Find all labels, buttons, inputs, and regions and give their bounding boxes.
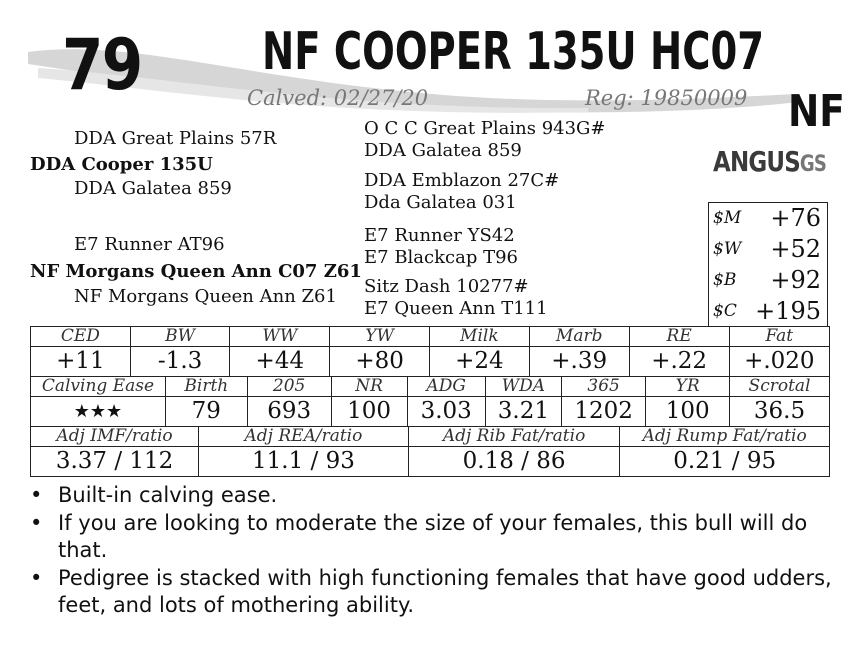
performance-header: Birth	[165, 377, 247, 397]
ultrasound-header: Adj IMF/ratio	[31, 427, 199, 447]
pedigree-sire: DDA Cooper 135U	[30, 154, 213, 175]
epd-value: +.22	[629, 347, 729, 377]
epd-value: +.39	[529, 347, 629, 377]
performance-table	[30, 376, 830, 427]
performance-value: 693	[247, 397, 331, 427]
ultrasound-table	[30, 426, 830, 477]
note-text: Pedigree is stacked with high functioning females that have good udders, feet, and lots of mothering ability.	[58, 566, 832, 617]
ultrasound-value: 0.21 / 95	[620, 447, 830, 477]
ultrasound-header: Adj Rump Fat/ratio	[620, 427, 830, 447]
lot-number: 79	[62, 24, 142, 106]
epd-table	[30, 326, 830, 377]
pedigree-dam-sire: E7 Runner AT96	[74, 234, 225, 255]
epd-header: Milk	[429, 327, 529, 347]
notes-list	[30, 482, 840, 620]
epd-header: Fat	[729, 327, 829, 347]
performance-value: 3.03	[407, 397, 485, 427]
performance-header: Calving Ease	[31, 377, 166, 397]
index-value: +92	[770, 266, 821, 294]
calving-ease-stars: ★★★	[31, 397, 166, 427]
note-item	[30, 565, 840, 619]
pedigree-ss-dam: DDA Galatea 859	[364, 140, 522, 161]
performance-value: 3.21	[485, 397, 561, 427]
performance-header: 205	[247, 377, 331, 397]
ultrasound-value: 11.1 / 93	[199, 447, 409, 477]
performance-header: Scrotal	[730, 377, 830, 397]
epd-value: +24	[429, 347, 529, 377]
epd-value: +.020	[729, 347, 829, 377]
performance-header: NR	[331, 377, 407, 397]
performance-header: 365	[562, 377, 646, 397]
pedigree-dd-sire: Sitz Dash 10277#	[364, 276, 529, 297]
dollar-index-table	[708, 202, 828, 327]
index-value: +195	[755, 296, 821, 325]
epd-value: +44	[230, 347, 330, 377]
angus-logo-suffix: GS	[799, 152, 827, 177]
epd-header: BW	[130, 327, 230, 347]
ultrasound-value: 0.18 / 86	[408, 447, 620, 477]
epd-header: CED	[31, 327, 131, 347]
pedigree-dd-dam: E7 Queen Ann T111	[364, 298, 548, 319]
pedigree-dam: NF Morgans Queen Ann C07 Z61	[30, 261, 362, 282]
performance-header: YR	[646, 377, 730, 397]
pedigree-ds-dam: E7 Blackcap T96	[364, 247, 518, 268]
epd-value: +11	[31, 347, 131, 377]
performance-value: 79	[165, 397, 247, 427]
ultrasound-header: Adj REA/ratio	[199, 427, 409, 447]
epd-header: YW	[330, 327, 430, 347]
index-label: $C	[713, 300, 737, 321]
pedigree-ss-sire: O C C Great Plains 943G#	[364, 118, 606, 139]
index-label: $W	[713, 239, 742, 259]
index-label: $M	[713, 208, 742, 229]
angus-gs-logo	[713, 145, 827, 188]
performance-value: 36.5	[730, 397, 830, 427]
pedigree-sd-dam: Dda Galatea 031	[364, 192, 517, 213]
ultrasound-header: Adj Rib Fat/ratio	[408, 427, 620, 447]
ultrasound-value: 3.37 / 112	[31, 447, 199, 477]
pedigree-dam-dam: NF Morgans Queen Ann Z61	[74, 286, 337, 307]
bullet-marker: •	[30, 483, 43, 507]
performance-value: 1202	[562, 397, 646, 427]
bullet-marker: •	[30, 511, 43, 535]
note-text: If you are looking to moderate the size of your females, this bull will do that.	[58, 511, 808, 562]
epd-value: +80	[330, 347, 430, 377]
bullet-marker: •	[30, 566, 43, 590]
index-value: +76	[770, 204, 821, 233]
angus-logo-text: ANGUS	[713, 145, 800, 178]
registration-number: Reg: 19850009	[585, 86, 748, 110]
pedigree-ds-sire: E7 Runner YS42	[364, 225, 515, 246]
pedigree-sd-sire: DDA Emblazon 27C#	[364, 170, 560, 191]
index-label: $B	[713, 270, 737, 290]
epd-header: WW	[230, 327, 330, 347]
epd-value: -1.3	[130, 347, 230, 377]
note-item	[30, 482, 840, 509]
epd-header: RE	[629, 327, 729, 347]
epd-header: Marb	[529, 327, 629, 347]
note-text: Built-in calving ease.	[58, 483, 278, 507]
performance-value: 100	[331, 397, 407, 427]
pedigree-sire-sire: DDA Great Plains 57R	[74, 128, 277, 149]
performance-header: ADG	[407, 377, 485, 397]
bull-name-title: NF COOPER 135U HC07	[262, 22, 765, 82]
performance-value: 100	[646, 397, 730, 427]
note-item	[30, 510, 840, 564]
calved-date: Calved: 02/27/20	[247, 86, 429, 110]
performance-header: WDA	[485, 377, 561, 397]
breeder-brand: NF	[788, 86, 845, 137]
pedigree-sire-dam: DDA Galatea 859	[74, 178, 232, 199]
index-value: +52	[770, 235, 821, 263]
